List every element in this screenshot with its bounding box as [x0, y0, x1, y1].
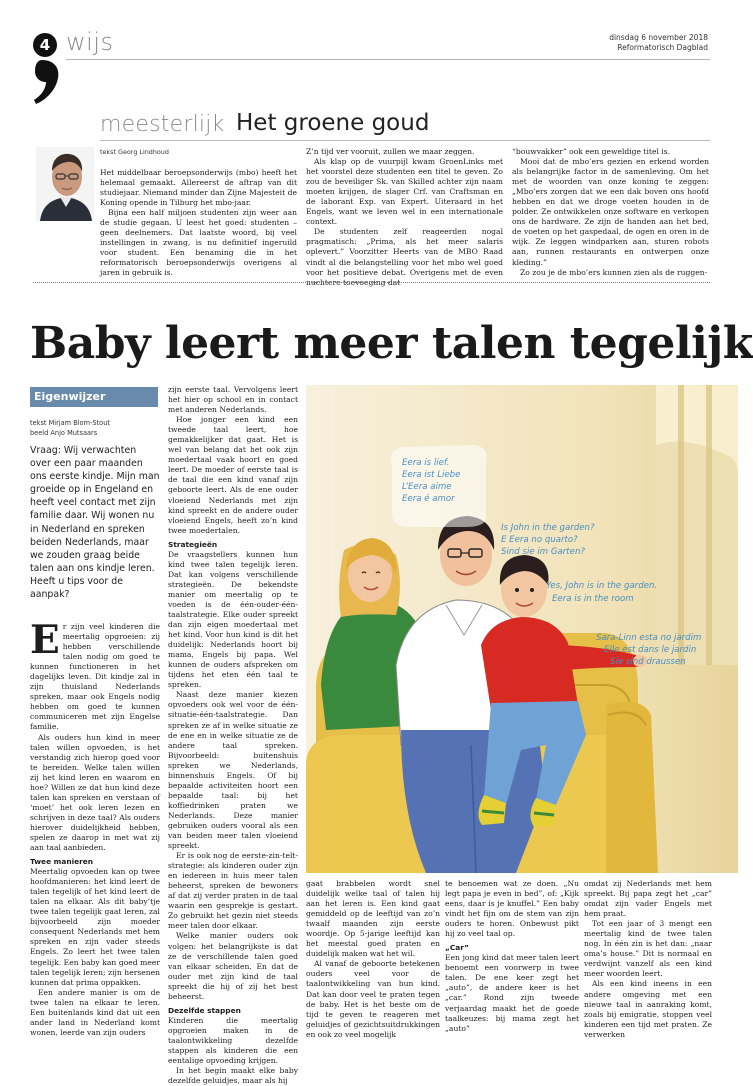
paragraph: Al vanaf de geboorte betekenen ouders veel voor de taalontwikkeling van hun kind. Dat kan door veel te praten tegen de baby. Het is het beste om de tijd te geven te reageren met geluidjes of gezichtsuitdrukkingen en ook zo veel mogelijk: [306, 959, 440, 1039]
paragraph: “bouwvakker” ook een geweldige titel is.: [512, 147, 671, 156]
bubble-mother-line: Eera ist Liebe: [402, 470, 461, 480]
paragraph: Hoe jonger een kind een tweede taal leert, hoe gemakkelijker dat gaat. Het is wel van belang dat het ook zijn moedertaal vaak hoort en goed leert. De moeder of eerste taal is de taal die een kind vanaf zijn geboorte leert. Als de ene ouder vloeiend Nederlands met zijn kind spreekt en de andere ouder vloeiend Engels, heeft zo’n kind twee moedertalen.: [168, 415, 298, 535]
article-col1: [30, 617, 160, 1062]
page-number-badge: 4: [33, 33, 57, 57]
column-piece-col1: [100, 168, 297, 278]
paragraph: gaat brabbelen wordt snel duidelijk welke taal of talen hij aan het leren is. Een kind gaat gemiddeld op de leeftijd van zo’n twaalf maanden zijn eerste woordje. Op 5-jarige leeftijd kan het meestal goed praten en duidelijk maken wat het wil.: [306, 879, 440, 959]
paragraph: Er is ook nog de eerste-zin-telt-strategie: als kinderen ouder zijn en iedereen in huis meer talen beheerst, spreken de bewoners af dat zij verder praten in de taal waarin een gesprekje is gestart. Zo gebruikt het gezin niet steeds meer talen door elkaar.: [168, 851, 298, 931]
family-illustration: [306, 385, 738, 873]
column-byline: tekst Georg Lindhoud: [100, 148, 169, 156]
subhead: Twee manieren: [30, 857, 94, 867]
column-piece-col2: [306, 147, 503, 287]
bubble-child2-line: Elle est dans le jardin: [604, 645, 697, 655]
subhead: „Car”: [445, 943, 469, 953]
subhead: Dezelfde stappen: [168, 1005, 241, 1015]
bubble-child-line: Yes, John is in the garden.: [546, 581, 658, 591]
paragraph: Welke manier ouders ook volgen: het belangrijkste is dat ze de verschillende talen goed van elkaar scheiden. En dat de ouder met zijn kind de taal spreekt die hij of zij het best beheerst.: [168, 931, 298, 1001]
issue-date: dinsdag 6 november 2018: [609, 33, 708, 42]
publication-name: Reformatorisch Dagblad: [617, 43, 708, 52]
paragraph: Als een kind ineens in een andere omgeving met een nieuwe taal in aanraking komt, zoals bij emigratie, stoppen veel kinderen een tijd met praten. Ze verwerken: [584, 979, 712, 1039]
rubric-label: Eigenwijzer: [30, 387, 158, 407]
paragraph: Z’n tijd ver vooruit, zullen we maar zeggen.: [306, 147, 475, 156]
article-col4: [445, 879, 579, 1062]
column-title: Het groene goud: [236, 110, 430, 136]
bubble-child-line: Eera is in the room: [552, 594, 634, 604]
paragraph: Een jong kind dat meer talen leert benoemt een voorwerp in twee talen. De ene keer zegt het „auto”, de andere keer is het „car.” Rond zijn tweede verjaardag maakt het de goede taalkeuzes: bij mama zegt het „auto”: [445, 953, 579, 1033]
paragraph: Als ouders hun kind in meer talen willen opvoeden, is het verstandig zich hierop goed voor te bereiden. Welke talen willen zij het kind leren en waarom en hoe? Willen ze dat hun kind deze talen kan spreken en verstaan of ‘moet’ het ook leren lezen en schrijven in deze taal? Als ouders hierover duidelijkheid hebben, spelen ze daarop in met wat zij aan taal aanbieden.: [30, 732, 160, 853]
bubble-father-line: Is John in the garden?: [501, 523, 595, 533]
bubble-child2-line: Sara-Linn esta no jardim: [596, 633, 702, 643]
article-headline: Baby leert meer talen tegelijk: [30, 318, 753, 369]
paragraph: Naast deze manier kiezen opvoeders ook wel voor de één-situatie-één-taalstrategie. Dan spreken ze af in welke situatie ze de ene en in welke situatie ze de andere taal spreken. Bijvoorbeeld: buitenshuis spreken we Nederlands, binnenshuis Engels. Of bij bepaalde activiteiten hoort een bepaalde taal: bij het koffiedrinken praten we Nederlands. Deze manier gebruiken ouders vooral als een van beiden meer talen vloeiend spreekt.: [168, 690, 298, 851]
paragraph: De studenten zelf reageerden nogal pragmatisch: „Prima, als het meer salaris oplevert.” Voorzitter Heerts van de MBO Raad vindt al die belangstelling voor het mbo wel goed voor het positieve debat. Overigens met de even nuchtere toevoeging dat: [306, 227, 503, 287]
dropcap: E: [30, 617, 60, 663]
bubble-child2-line: Sie sind draussen: [610, 657, 686, 667]
paragraph: Zo zou je de mbo’ers kunnen zien als de ruggen-: [520, 267, 708, 277]
paragraph: Een andere manier is om de twee talen na elkaar te leren. Een buitenlands kind dat uit een ander land in Nederland komt wonen, leerde van zijn ouders: [30, 987, 160, 1037]
paragraph: Meertalig opvoeden kan op twee hoofdmanieren: het kind leert de talen tegelijk of het kind leert de talen na elkaar. Als dit baby’tje twee talen tegelijk gaat leren, zal bijvoorbeeld zijn moeder consequent Nederlands met hem spreken en zijn vader steeds Engels. Zo leert het twee talen tegelijk. Een baby kan goed meer talen tegelijk leren; zijn hersenen kunnen dat prima oppakken.: [30, 867, 160, 987]
paragraph: Als klap op de vuurpijl kwam GroenLinks met het voorstel deze studenten een titel te geven. Zo zou de beveiliger Sk. van Skilled achter zijn naam moeten krijgen, de slager Crf. van Craftsman en de laborant Exp. van Expert. Uiteraard in het Engels, want we leven wel in een internationale context.: [306, 157, 503, 227]
column-piece-col3: [512, 147, 709, 277]
article-col2: [168, 385, 298, 1086]
paragraph: In het begin maakt elke baby dezelfde geluidjes, maar als hij: [168, 1066, 298, 1086]
author-photo: [36, 147, 94, 221]
article-credit-photo: beeld Anjo Mutsaars: [30, 429, 98, 437]
subhead: Strategieën: [168, 539, 218, 549]
bubble-mother-line: L’Eera aime: [402, 482, 452, 492]
paragraph: Bijna een half miljoen studenten zijn weer aan de studie gegaan. U leest het goed: studenten – geen deelnemers. Dat laatste woord, bij veel instellingen in zwang, is nu definitief ingeruild voor student. Een benaming die in het reformatorisch beroepsonderwijs overigens al jaren in gebruik is.: [100, 208, 297, 278]
header-rule: [66, 59, 710, 60]
bubble-father-line: E Eera no quarto?: [501, 535, 578, 545]
comma-ornament: [34, 60, 60, 104]
reader-question: Vraag: Wij verwachten over een paar maanden ons eerste kindje. Mijn man groeide op in Engeland en heeft veel contact met zijn familie daar. Wij wonen nu in Nederland en spreken beiden Nederlands, maar we zouden graag beide talen aan ons kindje leren. Heeft u tips voor de aanpak?: [30, 445, 160, 601]
paragraph: De vraagstellers kunnen hun kind twee talen tegelijk leren. Dat kan volgens verschillende strategieën. De bekendste manier om meertalig op te voeden is de één-ouder-één-taalstrategie. Elke ouder spreekt dan zijn eigen moedertaal met het kind. Voor hun kind is dit het duidelijk: Nederlands hoort bij mama, Engels bij papa. Wel kunnen de ouders afspreken om tijdens het eten één taal te spreken.: [168, 549, 298, 690]
paragraph: Tot een jaar of 3 mengt een meertalig kind de twee talen nog. In één zin is het dan: „naar oma’s house.” Dit is normaal en verdwijnt vanzelf als een kind meer woorden leert.: [584, 919, 712, 979]
paragraph: Kinderen die meertalig opgroeien maken in de taalontwikkeling dezelfde stappen als kinderen die een eentalige opvoeding krijgen.: [168, 1015, 298, 1065]
bubble-mother-line: Eera é amor: [402, 494, 455, 504]
article-col3: [306, 879, 440, 1062]
paragraph: Mooi dat de mbo’ers gezien en erkend worden als belangrijke factor in de samenleving. Om het met de woorden van onze koning te zeggen: „Mbo’ers zorgen dat we een dak boven ons hoofd hebben en dat we droge voeten houden in de polder. Ze ontwikkelen onze software en verkopen ons de hardware. Ze zijn de handen aan het bed, de voeten op het gaspedaal, de ogen en oren in de wijk. Ze leggen windparken aan, sturen robots aan, runnen restaurants en ontwerpen onze kleding.”: [512, 157, 709, 267]
paragraph: zijn eerste taal. Vervolgens leert het hier op school en in contact met anderen Nederlands.: [168, 385, 298, 415]
bubble-father-line: Sind sie im Garten?: [501, 547, 585, 557]
dotted-divider: [33, 282, 710, 283]
column-title-rule: [100, 140, 710, 141]
column-kicker: meesterlijk: [100, 112, 225, 137]
paragraph: r zijn veel kinderen die meertalig opgroeien: zij hebben verschillende talen nodig om goed te kunnen functioneren in het dagelijks leven. Dit kindje zal in zijn thuisland Nederlands spreken, maar ook Engels nodig hebben om goed te kunnen communiceren met zijn Engelse familie.: [30, 622, 160, 732]
article-credit-text: tekst Mirjam Blom-Stout: [30, 419, 110, 427]
section-title: wijs: [66, 28, 114, 56]
paragraph: te benoemen wat ze doen. „Nu legt papa je even in bed”, of: „Kijk eens, daar is je knuffel.” Een baby vindt het fijn om de stem van zijn ouders te horen. Onbewust pikt hij zo veel taal op.: [445, 879, 579, 939]
paragraph: omdat zij Nederlands met hem spreekt. Bij papa zegt het „car” omdat zijn vader Engels met hem praat.: [584, 879, 712, 919]
paragraph: Het middelbaar beroepsonderwijs (mbo) heeft het helemaal gemaakt. Allereerst de aftrap van dit studiejaar. Niemand minder dan Zijne Majesteit de Koning opende in Tilburg het mbo-jaar.: [100, 168, 297, 208]
bubble-mother-line: Eera is lief.: [402, 458, 450, 468]
article-col5: [584, 879, 712, 1062]
